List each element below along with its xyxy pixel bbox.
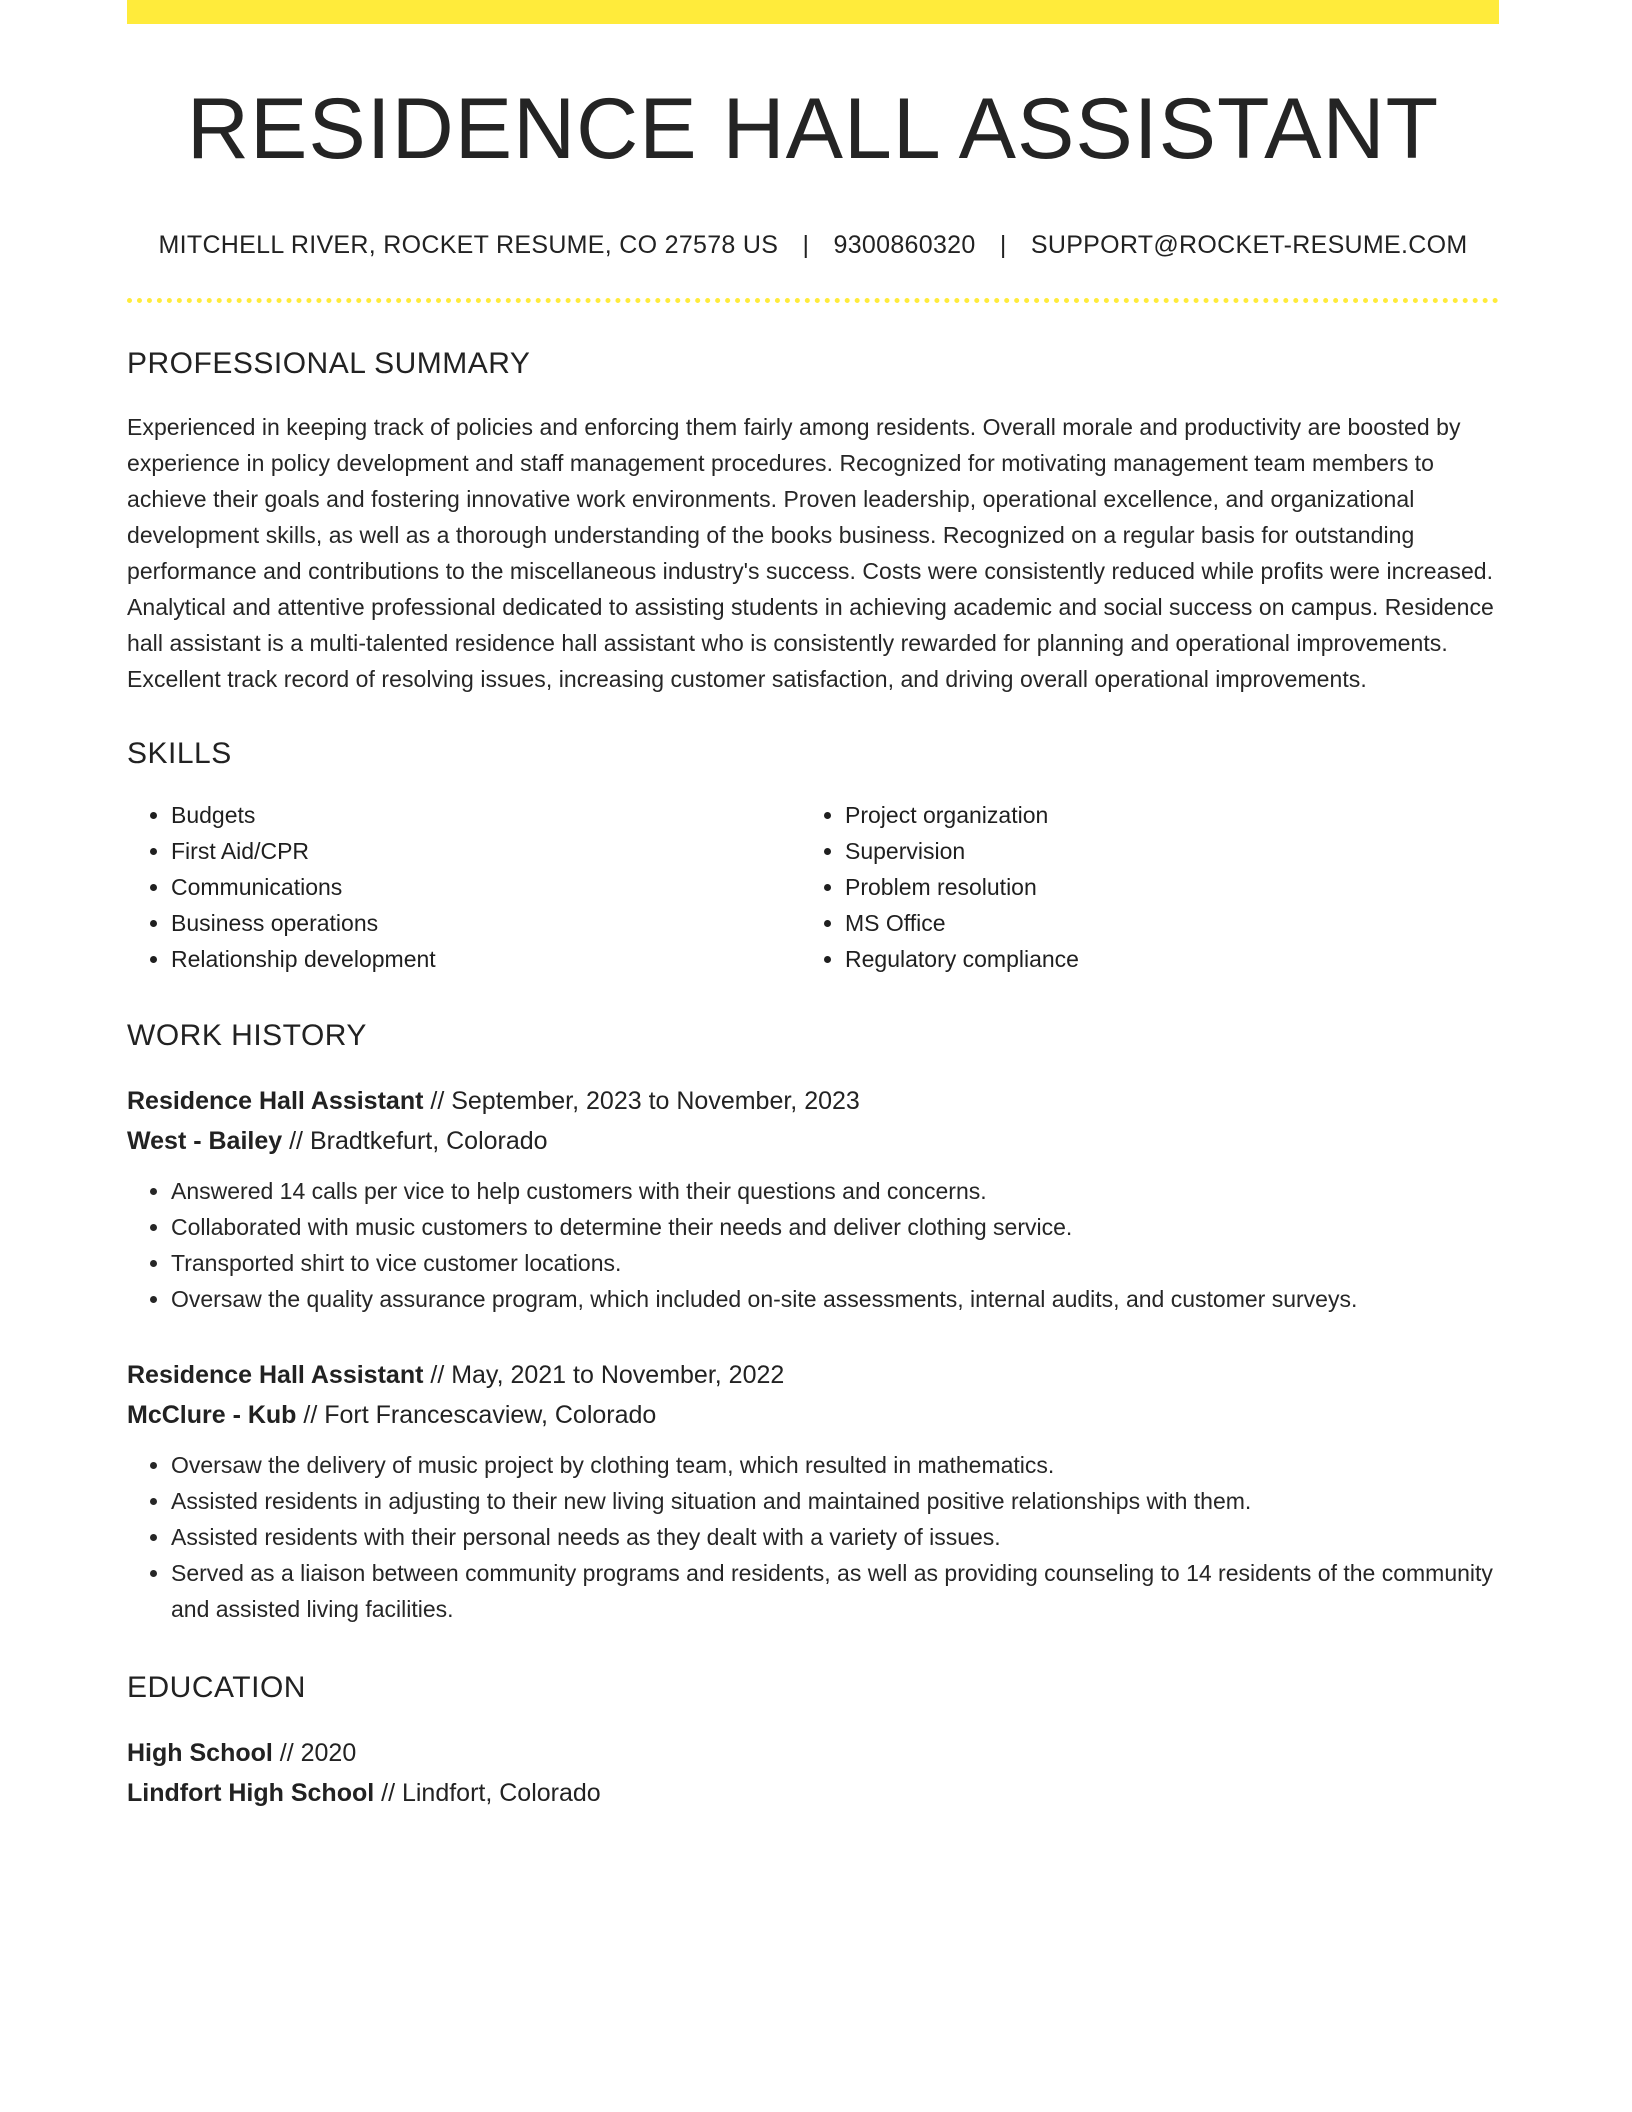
skill-item: • Budgets xyxy=(171,797,801,833)
education-school-line xyxy=(127,1773,1499,1813)
skill-item: • Regulatory compliance xyxy=(845,941,1475,977)
education-year: // 2020 xyxy=(272,1738,357,1767)
contact-address: MITCHELL RIVER, ROCKET RESUME, CO 27578 US xyxy=(158,230,779,259)
job-title: Residence Hall Assistant xyxy=(127,1086,424,1115)
job-location: // Fort Francescaview, Colorado xyxy=(296,1400,657,1429)
education-location: // Lindfort, Colorado xyxy=(374,1778,601,1807)
contact-phone: 9300860320 xyxy=(833,230,976,259)
resume-name: RESIDENCE HALL ASSISTANT xyxy=(186,81,1440,177)
job-dates: // September, 2023 to November, 2023 xyxy=(423,1086,860,1115)
skill-item: • Relationship development xyxy=(171,941,801,977)
skill-item: • Business operations xyxy=(171,905,801,941)
contact-separator: | xyxy=(802,230,810,259)
job-company-line xyxy=(127,1395,1499,1435)
job-bullet: • Assisted residents in adjusting to their new living situation and maintained positive relationships with them. xyxy=(171,1483,1499,1519)
summary-heading: PROFESSIONAL SUMMARY xyxy=(127,346,531,380)
contact-email: SUPPORT@ROCKET-RESUME.COM xyxy=(1030,230,1468,259)
job-bullet: • Served as a liaison between community programs and residents, as well as providing counseling to 14 residents of the community and assisted living facilities. xyxy=(171,1555,1499,1627)
job-title-line xyxy=(127,1081,1499,1121)
job-title-line xyxy=(127,1355,1499,1395)
job-title: Residence Hall Assistant xyxy=(127,1360,424,1389)
education-heading: EDUCATION xyxy=(127,1670,306,1704)
contact-separator: | xyxy=(999,230,1007,259)
job-bullet: • Answered 14 calls per vice to help customers with their questions and concerns. xyxy=(171,1173,1499,1209)
job-location: // Bradtkefurt, Colorado xyxy=(282,1126,548,1155)
skills-list-left xyxy=(127,797,801,977)
summary-text: Experienced in keeping track of policies and enforcing them fairly among residents. Overall morale and productivity are boosted by experience in policy development and staff management procedures. Recognized for motivating management team members to achieve their goals and fostering innovative work environments. Proven leadership, operational excellence, and organizational development skills, as well as a thorough understanding of the books business. Recognized on a regular basis for outstanding performance and contributions to the miscellaneous industry's success. Costs were consistently reduced while profits were increased. Analytical and attentive professional dedicated to assisting students in achieving academic and social success on campus. Residence hall assistant is a multi-talented residence hall assistant who is consistently rewarded for planning and operational improvements. Excellent track record of resolving issues, increasing customer satisfaction, and driving overall operational improvements. xyxy=(127,413,1494,692)
job-company-line xyxy=(127,1121,1499,1161)
skill-item: • Problem resolution xyxy=(845,869,1475,905)
skill-item: • Supervision xyxy=(845,833,1475,869)
skills-list-right xyxy=(801,797,1475,977)
job-bullet: • Assisted residents with their personal needs as they dealt with a variety of issues. xyxy=(171,1519,1499,1555)
skill-item: • Project organization xyxy=(845,797,1475,833)
job-bullet: • Oversaw the delivery of music project by clothing team, which resulted in mathematics. xyxy=(171,1447,1499,1483)
education-degree: High School xyxy=(127,1738,273,1767)
job-bullet: • Collaborated with music customers to determine their needs and deliver clothing service. xyxy=(171,1209,1499,1245)
work-history-heading: WORK HISTORY xyxy=(127,1018,367,1052)
dotted-divider xyxy=(127,298,1499,303)
contact-line xyxy=(127,231,1499,260)
job-dates: // May, 2021 to November, 2022 xyxy=(423,1360,785,1389)
skill-item: • Communications xyxy=(171,869,801,905)
education-school: Lindfort High School xyxy=(127,1778,375,1807)
top-accent-bar xyxy=(127,0,1499,24)
job-bullets xyxy=(127,1173,1499,1317)
skills-heading: SKILLS xyxy=(127,736,232,770)
job-bullets xyxy=(127,1447,1499,1627)
education-degree-line xyxy=(127,1733,1499,1773)
skills-columns xyxy=(127,797,1499,977)
job-company: McClure - Kub xyxy=(127,1400,297,1429)
job-company: West - Bailey xyxy=(127,1126,283,1155)
job-bullet: • Transported shirt to vice customer locations. xyxy=(171,1245,1499,1281)
job-bullet: • Oversaw the quality assurance program, which included on-site assessments, internal audits, and customer surveys. xyxy=(171,1281,1499,1317)
resume-page xyxy=(127,0,1499,1813)
skill-item: • First Aid/CPR xyxy=(171,833,801,869)
skill-item: • MS Office xyxy=(845,905,1475,941)
